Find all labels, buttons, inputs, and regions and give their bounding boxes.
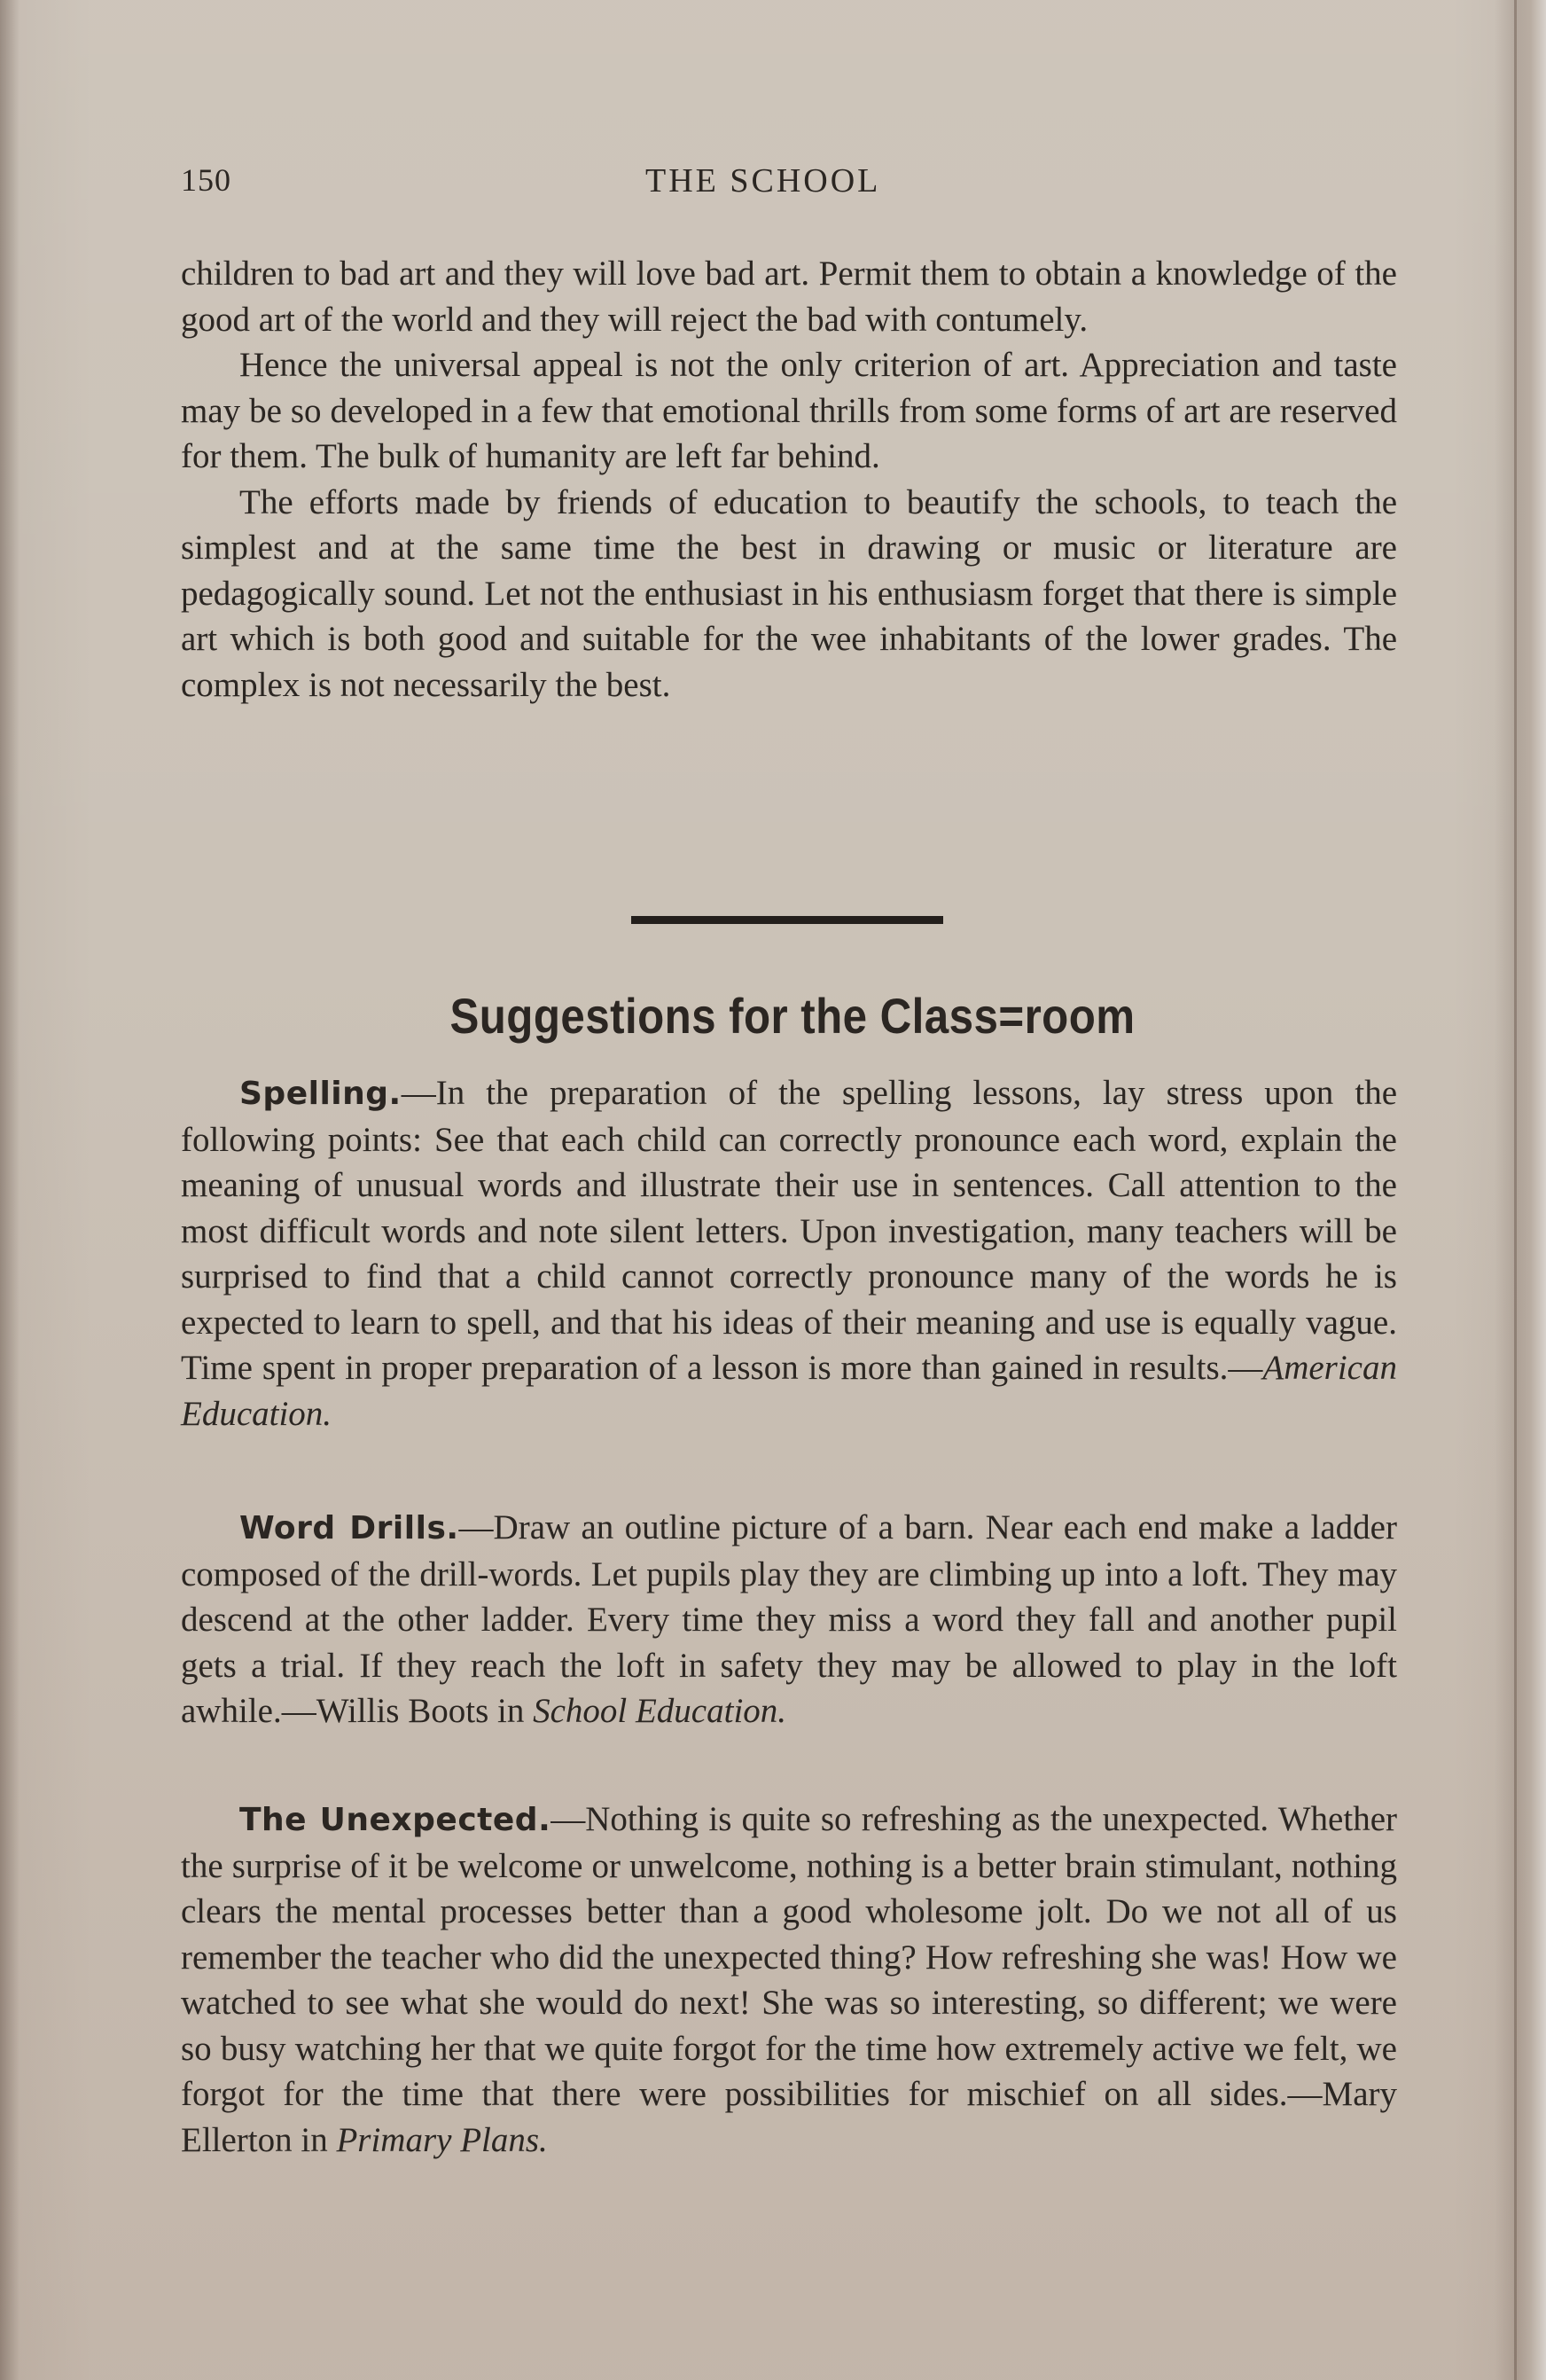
intro-paragraph-2: Hence the universal appeal is not the only criterion of art. Appreciation and taste may be so developed in a few that emotional thrills from some forms of art are reserved for them. The bulk of humanity are left far behind.: [181, 346, 1397, 475]
section-divider: [631, 916, 943, 924]
intro-text: [181, 251, 1397, 708]
article-body: —Draw an outline picture of a barn. Near each end make a ladder composed of the drill-words. Let pupils play they are climbing up into a loft. They may descend at the other ladder. Every time they miss a word they fall and another pupil gets a trial. If they reach the loft in safety they may be allowed to play in the loft awhile.—Willis Boots in: [181, 1508, 1397, 1730]
article-heading: Word Drills.: [239, 1510, 459, 1546]
section-title: Suggestions for the Class=room: [449, 988, 1136, 1044]
page-gutter-shadow: [0, 0, 20, 2380]
article-heading: The Unexpected.: [239, 1802, 551, 1838]
intro-paragraph-3: The efforts made by friends of education to beautify the schools, to teach the simplest and at the same time the best in drawing or music or literature are pedagogically sound. Let not the enthusiast in his enthusiasm forget that there is simple art which is both good and suitable for the wee inhabitants of the lower grades. The complex is not necessarily the best.: [181, 482, 1397, 704]
article-paragraph: [181, 1797, 1397, 2163]
article-source: School Education.: [533, 1692, 787, 1730]
article-body: —In the preparation of the spelling lessons, lay stress upon the following points: See that each child can correctly pronounce each word, explain the meaning of unusual words and illustrate their use in sentences. Call attention to the most difficult words and note silent letters. Upon investigation, many teachers will be surprised to find that a child cannot correctly pronounce many of the words he is expected to learn to spell, and that his ideas of their meaning and use is equally vague. Time spent in proper preparation of a lesson is more than gained in results.—: [181, 1074, 1397, 1387]
page-header: [181, 161, 1404, 215]
article-unexpected: [181, 1797, 1397, 2163]
article-source: American Education.: [181, 1349, 1397, 1433]
intro-paragraph-1: children to bad art and they will love bad art. Permit them to obtain a knowledge of the good art of the world and they will reject the bad with contumely.: [181, 254, 1397, 339]
page-number: 150: [181, 162, 231, 198]
article-paragraph: [181, 1505, 1397, 1734]
page-edge: [1495, 0, 1546, 2380]
article-heading: Spelling.: [239, 1076, 402, 1112]
article-spelling: [181, 1070, 1397, 1437]
article-source: Primary Plans.: [336, 2120, 548, 2159]
article-body: —Nothing is quite so refreshing as the unexpected. Whether the surprise of it be welcome or unwelcome, nothing is a better brain stimulant, nothing clears the mental processes better than a good wholesome jolt. Do we not all of us remember the teacher who did the unexpected thing? How refreshing she was! How we watched to see what she would do next! She was so interesting, so different; we were so busy watching her that we quite forgot for the time how extremely active we felt, we forgot for the time that there were possibilities for mischief on all sides.—Mary Ellerton in: [181, 1800, 1397, 2159]
running-head: THE SCHOOL: [645, 162, 881, 200]
article-paragraph: [181, 1070, 1397, 1437]
article-word-drills: [181, 1505, 1397, 1734]
